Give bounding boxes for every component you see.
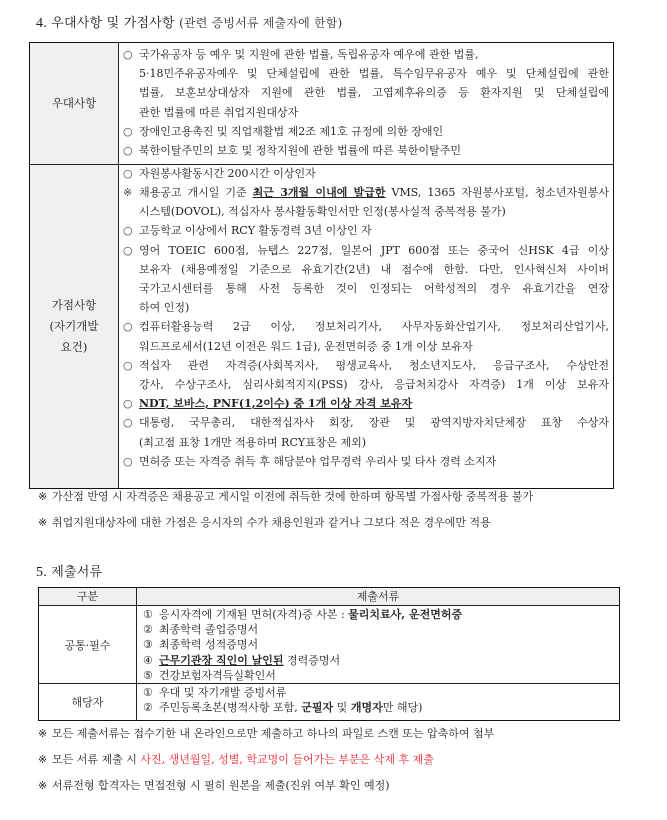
- table-row-common: [39, 606, 619, 683]
- section-5-title: 5. 제출서류: [36, 565, 103, 580]
- doc-item: ⑤ 건강보험자격득실확인서: [143, 668, 276, 682]
- row-label-bonus: [30, 165, 119, 488]
- list-item: ※ 채용공고 개시일 기준 최근 3개월 이내에 발급한 VMS, 1365 자원봉사포털, 청소년자원봉사: [123, 183, 609, 202]
- list-item: ○ 고등학교 이상에서 RCY 활동경력 3년 이상인 자: [123, 224, 372, 238]
- label-line: 요건): [60, 340, 88, 354]
- highlight-recent-3-months: 최근 3개월 이내에 발급한: [252, 186, 386, 199]
- section-5-heading: 제출서류: [51, 565, 103, 580]
- list-item-continuation: 국가고시센터를 통해 사전 등록한 것이 인정되는 어학성적의 경우 유효기간을 연장: [139, 282, 609, 296]
- header-documents: 제출서류: [356, 590, 400, 603]
- list-item-continuation: 보유자 (채용예정일 기준으로 유효기간(2년) 내 점수에 한함. 다만, 인사혁신처 사이버: [139, 262, 609, 276]
- note: ※ 모든 서류 제출 시 사진, 생년월일, 성별, 학교명이 들어가는 부분은 삭제 후 제출: [38, 753, 434, 766]
- doc-item: ③ 최종학력 성적증명서: [143, 638, 259, 652]
- list-item-continuation: (최고점 표창 1개만 적용하며 RCY표창은 제외): [139, 435, 367, 449]
- list-item-continuation: 관한 법률에 따른 취업지원대상자: [139, 105, 299, 119]
- highlight-ndt-bobath-pnf: NDT, 보바스, PNF(1,2이수) 중 1개 이상 자격 보유자: [139, 397, 413, 411]
- doc-item: ① 응시자격에 기재된 면허(자격)증 사본 : 물리치료사, 운전면허증: [143, 608, 463, 621]
- header-category: 구분: [39, 588, 137, 605]
- table-row-preference: [30, 43, 613, 164]
- section-4-title: 4. 우대사항 및 가점사항 (관련 증빙서류 제출자에 한함): [36, 16, 343, 31]
- section-5-notes: [38, 727, 494, 793]
- bonus-items: [119, 165, 613, 488]
- list-item: ○ 영어 TOEIC 600점, 뉴텝스 227점, 일본어 JPT 600점 또는 중국어 신HSK 4급 이상: [123, 243, 609, 257]
- doc-item: ① 우대 및 자기개발 증빙서류: [143, 686, 287, 699]
- list-item: ○ 북한이탈주민의 보호 및 정착지원에 관한 법률에 따른 북한이탈주민: [123, 144, 462, 158]
- list-item-continuation: 하여 인정): [139, 301, 190, 315]
- doc-item: ② 주민등록초본(병적사항 포함, 군필자 및 개명자만 해당): [143, 701, 423, 715]
- list-item: ○ 장애인고용촉진 및 직업재활법 제2조 제1호 규정에 의한 장애인: [123, 124, 444, 138]
- label-line: 가점사항: [51, 298, 97, 312]
- section-4-subtitle: (관련 증빙서류 제출자에 한함): [179, 16, 343, 30]
- list-item-continuation: 시스템(DOVOL), 적십자사 봉사활동확인서만 인정(봉사실적 중복적용 불가): [139, 205, 506, 219]
- list-item: ○ 국가유공자 등 예우 및 지원에 관한 법률, 독립유공자 예우에 관한 법률,: [123, 48, 479, 61]
- list-item: ○ 적십자 관련 자격증(사회복지사, 평생교육사, 청소년지도사, 응급구조사, 수상안전: [123, 358, 609, 372]
- row-label-applicable: 해당자: [39, 684, 137, 720]
- row-label-preference: 우대사항: [30, 43, 119, 164]
- label-line: (자기개발: [49, 319, 99, 333]
- table-header: [39, 588, 619, 606]
- preference-items: [119, 43, 613, 164]
- note: ※ 모든 제출서류는 접수기한 내 온라인으로만 제출하고 하나의 파일로 스캔 또는 압축하여 첨부: [38, 727, 495, 740]
- common-docs: [137, 606, 619, 683]
- table-row-applicable: [39, 683, 619, 720]
- list-item-text: 채용공고 개시일 기준 최근 3개월 이내에 발급한 VMS, 1365 자원봉사포털, 청소년자원봉사: [139, 186, 609, 199]
- list-item-continuation: 강사, 수상구조사, 심리사회적지지(PSS) 강사, 응급처치강사 자격증) 1개 이상 보유자: [139, 378, 609, 392]
- list-item-continuation: 5·18민주유공자예우 및 단체설립에 관한 법률, 특수임무유공자 예우 및 단체설립에 관한: [139, 67, 609, 81]
- section-4-notes: [38, 490, 628, 530]
- doc-item: ② 최종학력 졸업증명서: [143, 623, 259, 637]
- required-documents-table: [38, 587, 620, 721]
- applicable-docs: [137, 684, 619, 720]
- list-item: ○ 자원봉사활동시간 200시간 이상인자: [123, 167, 316, 180]
- list-item-continuation: 워드프로세서(12년 이전은 워드 1급), 운전면허증 중 1개 이상 보유자: [139, 339, 473, 353]
- note: ※ 가산점 반영 시 자격증은 채용공고 게시일 이전에 취득한 것에 한하며 항목별 가점사항 중복적용 불가: [38, 490, 534, 503]
- list-item: ○ 면허증 또는 자격증 취득 후 해당분야 업무경력 우리사 및 타사 경력 소지자: [123, 454, 497, 468]
- list-item: ○ 대통령, 국무총리, 대한적십자사 회장, 장관 및 광역지방자치단체장 표창 수상자: [123, 416, 609, 430]
- list-item: ○ NDT, 보바스, PNF(1,2이수) 중 1개 이상 자격 보유자: [123, 397, 413, 411]
- note: ※ 취업지원대상자에 대한 가점은 응시자의 수가 채용인원과 같거나 그보다 적은 경우에만 적용: [38, 516, 491, 529]
- note: ※ 서류전형 합격자는 면접전형 시 필히 원본을 제출(진위 여부 확인 예정): [38, 779, 390, 792]
- warning-red-text: 사진, 생년월일, 성별, 학교명이 들어가는 부분은 삭제 후 제출: [140, 753, 434, 766]
- list-item-continuation: 법률, 보훈보상대상자 지원에 관한 법률, 고엽제후유의증 등 환자지원 및 단체설립에: [139, 86, 609, 100]
- row-label-common: 공통·필수: [39, 606, 137, 683]
- doc-item: ④ 근무기관장 직인이 날인된 경력증명서: [143, 653, 341, 667]
- preference-bonus-table: [29, 42, 614, 489]
- table-row-bonus: [30, 164, 613, 488]
- section-4-heading: 우대사항 및 가점사항: [51, 16, 175, 31]
- list-item: ○ 컴퓨터활용능력 2급 이상, 정보처리기사, 사무자동화산업기사, 정보처리산업기사,: [123, 320, 609, 334]
